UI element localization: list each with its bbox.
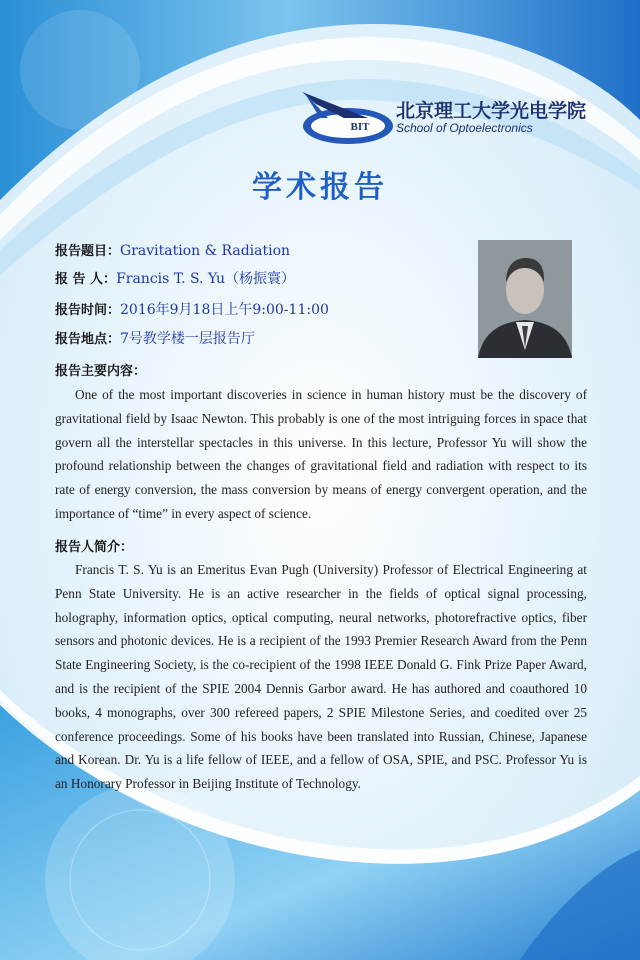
bio-heading: 报告人简介： [55,540,134,555]
location-value: 7号教学楼一层报告厅 [120,331,255,347]
topic-value: Gravitation & Radiation [120,243,291,259]
time-row [55,299,329,319]
location-label: 报告地点： [55,332,121,347]
school-name-en: School of Optoelectronics [396,121,533,135]
logo-text: BIT [350,121,370,133]
abstract-text: One of the most important discoveries in science in human history must be the discovery of gravitational field by Isaac Newton. This probably is one of the most intriguing forces in space that govern all the interstellar spectacles in this universe. In this lecture, Professor Yu will show the profound relationship between the changes of gravitational field and radiation with respect to its rate of energy conversion, the mass conversion by means of energy convergent operation, and the importance of “time” in every aspect of science. [55,387,587,521]
topic-row [55,240,290,259]
bit-emblem-icon [298,88,394,148]
time-value: 2016年9月18日上午9:00-11:00 [120,302,329,318]
abstract-heading: 报告主要内容： [55,364,147,379]
topic-label: 报告题目： [55,244,121,259]
location-row [55,328,255,348]
time-label: 报告时间： [55,303,121,318]
page-title: 学术报告 [252,170,388,205]
school-name-cn: 北京理工大学光电学院 [396,100,587,122]
speaker-value: Francis T. S. Yu（杨振寰） [116,271,295,287]
speaker-photo [478,240,572,358]
school-logo [298,88,598,148]
bio-text: Francis T. S. Yu is an Emeritus Evan Pugh (University) Professor of Electrical Engineering at Penn State University. He is an active researcher in the fields of optical signal processing, holography, information optics, optical computing, neural networks, photorefractive optics, fiber sensors and photonic devices. He is a recipient of the 1993 Premier Research Award from the Penn State Engineering Society, is the co-recipient of the 1998 IEEE Donald G. Fink Prize Paper Award, and is the recipient of the SPIE 2004 Dennis Garbor award. He has authored and coauthored 10 books, 4 monographs, over 300 refereed papers, 2 SPIE Milestone Series, and coedited over 25 conference proceedings. Some of his books have been translated into Russian, Chinese, Japanese and Korean. Dr. Yu is a life fellow of IEEE, and a fellow of OSA, SPIE, and PSC. Professor Yu is an Honorary Professor in Beijing Institute of Technology. [55,562,587,792]
speaker-row [55,268,295,288]
speaker-label: 报 告 人： [55,272,117,287]
speaker-portrait-icon [478,240,572,358]
